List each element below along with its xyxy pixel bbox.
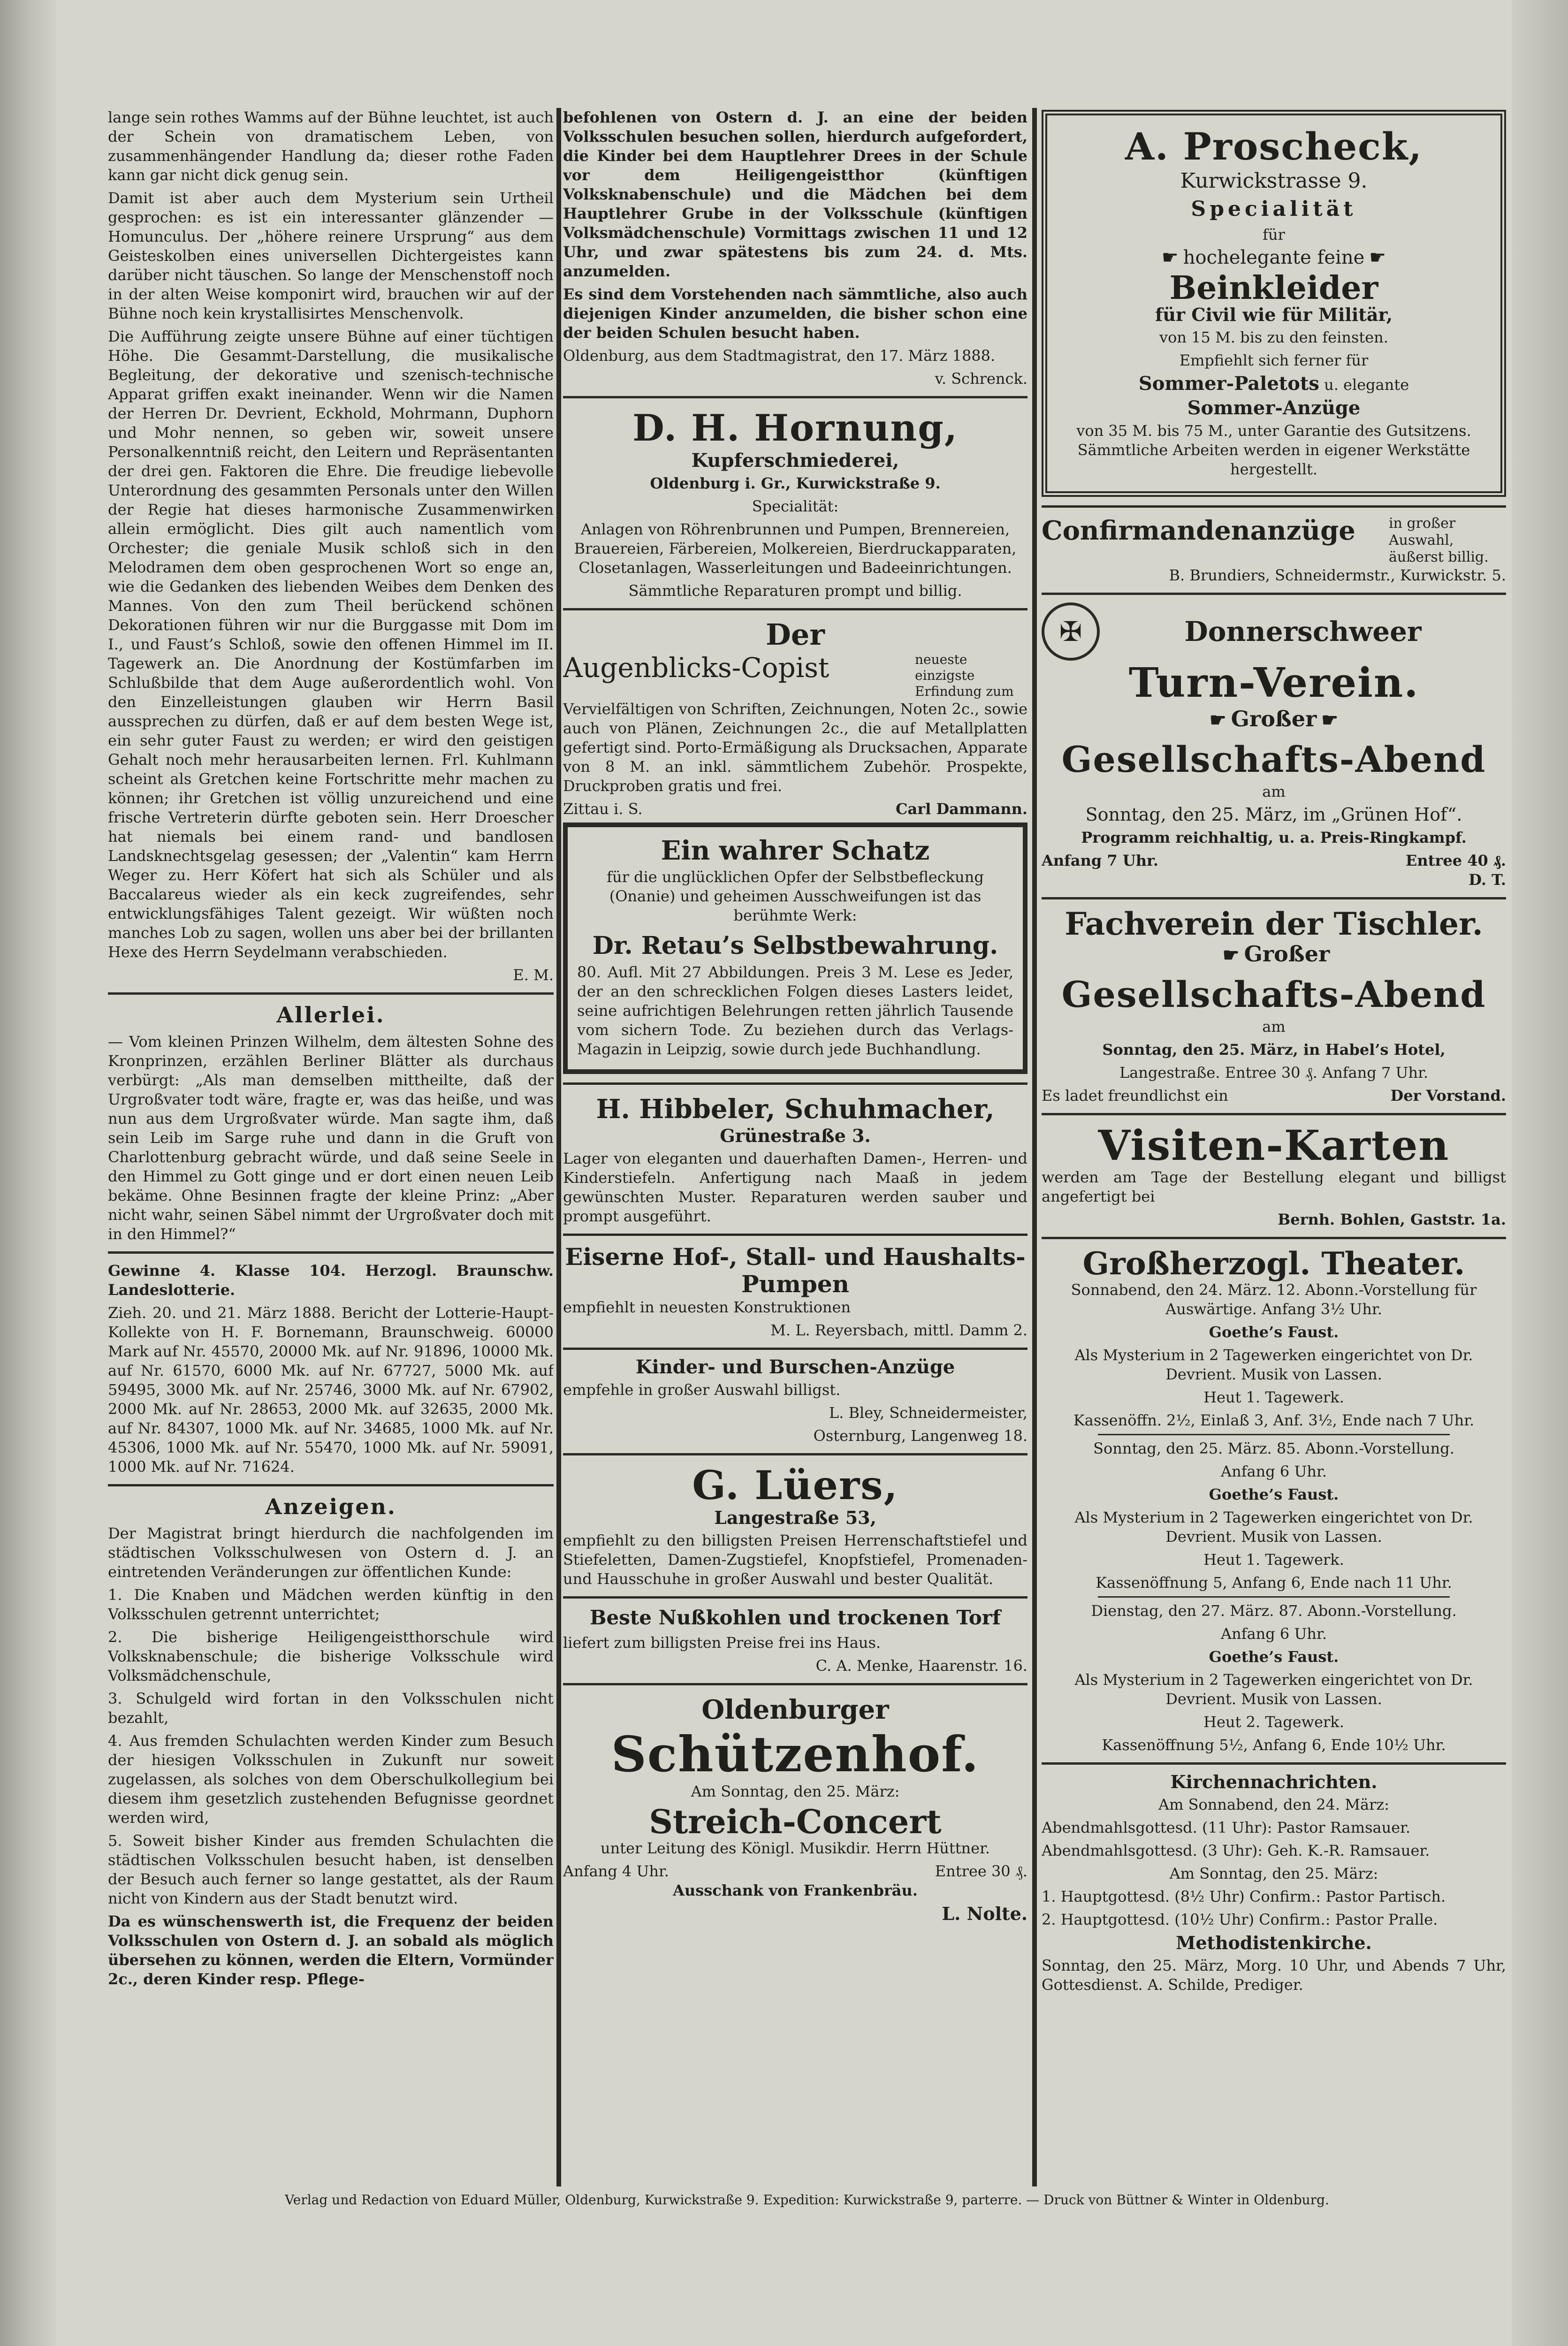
column-2 xyxy=(563,108,1028,2191)
theater-part: Heut 1. Tagewerk. xyxy=(1203,1388,1344,1406)
ad-text: Großer xyxy=(1231,706,1317,731)
church-line: Am Sonntag, den 25. März: xyxy=(1169,1865,1378,1882)
church-line: Abendmahlsgottesd. (11 Uhr): Pastor Ramsauer. xyxy=(1042,1819,1411,1836)
page-fold-shadow-right xyxy=(1512,0,1568,2346)
methodist-text: Sonntag, den 25. März, Morg. 10 Uhr, und Abends 7 Uhr, Gottesdienst. A. Schilde, Prediger. xyxy=(1042,1957,1506,1994)
ad-title: Turn-Verein. xyxy=(1128,659,1419,707)
ad-schatz-box xyxy=(563,823,1028,1074)
ad-text: Sämmtliche Reparaturen prompt und billig. xyxy=(628,582,962,600)
ad-title-prefix: Donnerschweer xyxy=(1184,616,1422,647)
ad-lueers xyxy=(563,1463,1028,1589)
ad-line xyxy=(1058,374,1489,395)
divider xyxy=(1042,593,1506,595)
theater-play: Goethe’s Faust. xyxy=(1209,1485,1339,1503)
ad-address: Oldenburg i. Gr., Kurwickstraße 9. xyxy=(650,474,941,492)
ad-title-prefix: Oldenburger xyxy=(701,1694,889,1725)
divider xyxy=(563,1082,1028,1085)
notice-paragraph: 2. Die bisherige Heiligengeistthorschule wird Volksknabenschule; die bisherige Volksschule wird Volksmädchenschule, xyxy=(108,1628,554,1684)
ad-date: Am Sonntag, den 25. März: xyxy=(691,1782,900,1800)
ad-entree: Entree 40 ₰. xyxy=(1406,852,1506,869)
ad-title: H. Hibbeler, Schuhmacher, xyxy=(596,1094,995,1125)
allerlei-heading: Allerlei. xyxy=(276,1002,385,1028)
ad-visitenkarten xyxy=(1042,1123,1506,1229)
divider xyxy=(563,1348,1028,1350)
ad-address: Langestraße 53, xyxy=(714,1507,876,1528)
ad-footer xyxy=(563,800,1028,819)
theater-text: Als Mysterium in 2 Tagewerken eingerichtet von Dr. Devrient. Musik von Lassen. xyxy=(1074,1508,1473,1546)
theater-date: Sonntag, den 25. März. 85. Abonn.-Vorstellung. xyxy=(1093,1440,1454,1457)
church-title: Kirchennachrichten. xyxy=(1170,1771,1378,1792)
ad-signature: Carl Dammann. xyxy=(896,800,1028,818)
ad-title: D. H. Hornung, xyxy=(632,407,958,449)
review-paragraph: Damit ist aber auch dem Mysterium sein Urtheil gesprochen: es ist ein interessanter glänzender — Homunculus. Der „höhere reinere Ursprung“ aus dem Geisteskolben eines universellen Dichtergeistes kann darüber nicht täuschen. So lange der Menschenstoff noch in der alten Weise komponirt wird, brauchen wir auf der Bühne noch kein krystallisirtes Menschenvolk. xyxy=(108,189,554,322)
ad-title-row xyxy=(1042,602,1506,661)
notice-paragraph: Oldenburg, aus dem Stadtmagistrat, den 17. März 1888. xyxy=(563,347,996,365)
ad-text: Großer xyxy=(1244,941,1330,967)
turnverein-emblem-icon: ✠ xyxy=(1042,602,1100,661)
allerlei-paragraph: — Vom kleinen Prinzen Wilhelm, dem ältesten Sohne des Kronprinzen, erzählen Berliner Blätter als durchaus verbürgt: „Als man demselben mittheilte, daß der Urgroßvater todt wäre, fragte er, was das heiße, und was nun aus dem Urgroßvater würde. Man sagte ihm, daß sein Leib im Sarge ruhe und dann in die Gruft von Charlottenburg gebracht würde, und daß seine Seele in den Himmel zu Gott ginge und er dort einen neuen Leib bekäme. Ohne Besinnen fragte der kleine Prinz: „Aber nicht wahr, seinen Säbel nimmt der Urgroßvater doch mit in den Himmel?“ xyxy=(108,1033,554,1243)
ad-title-prefix: Der xyxy=(766,617,825,652)
ad-signature: L. Nolte. xyxy=(942,1903,1028,1924)
ad-address: Kurwickstrasse 9. xyxy=(1180,169,1368,193)
ad-address: Osternburg, Langenweg 18. xyxy=(813,1427,1028,1445)
ad-kohlen xyxy=(563,1606,1028,1676)
ad-title: Augenblicks-Copist xyxy=(563,652,830,684)
ad-line xyxy=(1042,941,1506,968)
pointing-hand-icon: ☛ xyxy=(1209,709,1226,731)
theater-date: Dienstag, den 27. März. 87. Abonn.-Vorstellung. xyxy=(1091,1602,1457,1620)
divider xyxy=(108,992,554,995)
divider xyxy=(1042,1762,1506,1765)
ad-hibbeler xyxy=(563,1092,1028,1226)
ad-title: Ein wahrer Schatz xyxy=(661,835,930,866)
ad-text: für Civil wie für Militär, xyxy=(1155,304,1393,325)
ad-text: empfehle in großer Auswahl billigst. xyxy=(563,1381,841,1399)
divider xyxy=(1042,897,1506,899)
theater-time: Kassenöffn. 2½, Einlaß 3, Anf. 3½, Ende nach 7 Uhr. xyxy=(1073,1411,1475,1429)
ad-signature: Der Vorstand. xyxy=(1390,1087,1506,1104)
notice-paragraph: 1. Die Knaben und Mädchen werden künftig in den Volksschulen getrennt unterrichtet; xyxy=(108,1586,554,1623)
ad-event: Gesellschafts-Abend xyxy=(1061,739,1486,780)
ad-text: am xyxy=(1262,1018,1286,1036)
review-paragraph: Die Aufführung zeigte unsere Bühne auf einer tüchtigen Höhe. Die Gesammt-Darstellung, die musikalische Begleitung, der dekorative und szenisch-technische Apparat griffen exakt ineinander. Wenn wir die Namen der Herren Dr. Devrient, Eckhold, Mohrmann, Duphorn und Mohr nennen, so geben wir, soweit unsere Personalkenntniß reicht, den Leitern und Repräsentanten der drei gen. Faktoren die Ehre. Die freudige liebevolle Unterordnung des gesammten Personals unter den Willen der Regie hat dieses harmonische Zusammenwirken allein ermöglicht. Dies gilt auch namentlich vom Orchester; die geniale Musik schloß sich in den Melodramen dem oben gesprochenen Wort so enge an, wie die Gedanken des liebenden Weibes dem Denken des Mannes. Von den zum Theil berückend schönen Dekorationen führen wir nur die Burggasse mit Dom im I., und Faust’s Schloß, sowie den offenen Himmel im II. Tagewerk an. Die Anordnung der Kostümfarben im Schlußbilde that dem Auge außerordentlich wohl. Von den Einzelleistungen glauben wir Herrn Basil aussprechen zu dürfen, daß er auf dem besten Wege ist, ein sehr guter Faust zu werden; er wird den geistigen Gehalt noch mehr herausarbeiten lernen. Frl. Kuhlmann scheint als Gretchen keine Fortschritte mehr machen zu können; ihr Gretchen ist völlig unzureichend und eine frische Vertreterin dürfte geboten sein. Herr Droescher hat niemals bei einem rand- und bandlosen Landsknechtsgelag gesessen; der „Valentin“ kam Herrn Weger zu. Herr Köfert hat sich als Schüler und als Baccalareus wieder als ein keck zugreifendes, sehr entwicklungsfähiges Talent gezeigt. Wir wüßten noch manches Lob zu sagen, wollen uns aber bei der brillanten Hexe des Herrn Seydelmann verabschieden. xyxy=(108,328,554,961)
column-1 xyxy=(108,108,554,2191)
ad-title: Confirmandenanzüge xyxy=(1042,515,1355,546)
ad-text: Es ladet freundlichst ein xyxy=(1042,1087,1228,1104)
anzeigen-heading: Anzeigen. xyxy=(265,1494,396,1519)
theater-begin: Anfang 6 Uhr. xyxy=(1221,1462,1327,1480)
ad-text: u. elegante xyxy=(1324,376,1409,394)
theater-text: Als Mysterium in 2 Tagewerken eingerichtet von Dr. Devrient. Musik von Lassen. xyxy=(1074,1346,1473,1383)
ad-text: in großer Auswahl, äußerst billig. xyxy=(1389,515,1489,565)
ad-line xyxy=(1058,248,1489,267)
ad-address: Grünestraße 3. xyxy=(720,1125,871,1146)
ad-item: Sommer-Paletots xyxy=(1138,373,1319,395)
notice-signature: v. Schrenck. xyxy=(935,370,1028,388)
theater-time: Kassenöffnung 5½, Anfang 6, Ende 10½ Uhr. xyxy=(1102,1736,1446,1754)
divider xyxy=(563,1453,1028,1455)
ad-row xyxy=(1042,1086,1506,1105)
theater-play: Goethe’s Faust. xyxy=(1209,1648,1339,1666)
notice-paragraph: befohlenen von Ostern d. J. an eine der beiden Volksschulen besuchen sollen, hierdurch aufgefordert, die Kinder bei dem Hauptlehrer Drees in der Schule vor dem Heiligengeistthor (künftigen Volksknabenschule) und die Mädchen bei dem Hauptlehrer Grube in der Volksschule (künftigen Volksmädchenschule) Vormittags zwischen 11 und 12 Uhr, und zwar spätestens bis zum 24. d. Mts. anzumelden. xyxy=(563,108,1028,280)
ad-event: Gesellschafts-Abend xyxy=(1061,974,1486,1015)
divider xyxy=(1042,505,1506,508)
ad-signature: Bernh. Bohlen, Gaststr. 1a. xyxy=(1278,1211,1506,1228)
ad-text: Vervielfältigen von Schriften, Zeichnungen, Noten 2c., sowie auch von Plänen, Zeichnungen 2c., die auf Metallplatten gefertigt sind. Porto-Ermäßigung als Drucksachen, Apparate von 8 M. an inkl. sämmtlichem Zubehör. Prospekte, Druckproben gratis und frei. xyxy=(563,700,1028,795)
ad-tischler xyxy=(1042,907,1506,1105)
divider xyxy=(1098,1596,1450,1598)
ad-text: Lager von eleganten und dauerhaften Damen-, Herren- und Kinderstiefeln. Anfertigung nach Maaß in jedem gewünschten Muster. Reparaturen werden sauber und prompt ausgeführt. xyxy=(563,1150,1028,1225)
column-rule-1 xyxy=(556,108,561,2186)
divider xyxy=(108,1251,554,1254)
ad-item: Beinkleider xyxy=(1169,269,1378,307)
ad-schuetzenhof xyxy=(563,1693,1028,1923)
ad-text: liefert zum billigsten Preise frei ins Haus. xyxy=(563,1634,881,1652)
ad-title: Eiserne Hof-, Stall- und Haushalts-Pumpen xyxy=(565,1243,1026,1298)
theater-time: Kassenöffnung 5, Anfang 6, Ende nach 11 Uhr. xyxy=(1096,1574,1452,1592)
theater-part: Heut 1. Tagewerk. xyxy=(1203,1551,1344,1569)
ad-text: hochelegante feine xyxy=(1183,247,1365,268)
ad-begin: Anfang 7 Uhr. xyxy=(1042,852,1159,869)
church-line: 1. Hauptgottesd. (8½ Uhr) Confirm.: Pastor Partisch. xyxy=(1042,1888,1446,1905)
review-signature: E. M. xyxy=(513,966,554,984)
ad-text: empfiehlt zu den billigsten Preisen Herrenschaftstiefel und Stiefeletten, Damen-Zugstiefel, Knopfstiefel, Promenaden- und Hausschuhe in großer Auswahl und bester Qualität. xyxy=(563,1531,1028,1588)
ad-text: unter Leitung des Königl. Musikdir. Herrn Hüttner. xyxy=(600,1839,990,1857)
ad-book-title: Dr. Retau’s Selbstbewahrung. xyxy=(592,931,998,960)
ad-hornung xyxy=(563,406,1028,601)
divider xyxy=(563,1234,1028,1236)
ad-title: Großherzogl. Theater. xyxy=(1082,1245,1465,1282)
divider xyxy=(563,1683,1028,1685)
ad-title-row xyxy=(1042,515,1506,566)
ad-line xyxy=(1042,706,1506,733)
theater-text: Als Mysterium in 2 Tagewerken eingerichtet von Dr. Devrient. Musik von Lassen. xyxy=(1074,1671,1473,1708)
ad-city: Zittau i. S. xyxy=(563,800,643,818)
ad-text: Langestraße. Entree 30 ₰. Anfang 7 Uhr. xyxy=(1119,1064,1429,1082)
ad-text: 80. Aufl. Mit 27 Abbildungen. Preis 3 M. Lese es Jeder, der an den schrecklichen Folgen dieses Lasters leidet, seine aufrichtigen Belehrungen retten jährlich Tausende vom sichern Tode. Zu beziehen durch das Verlags-Magazin in Leipzig, sowie durch jede Buchhandlung. xyxy=(577,963,1013,1058)
imprint-footer: Verlag und Redaction von Eduard Müller, Oldenburg, Kurwickstraße 9. Expedition: Kurwickstraße 9, parterre. — Druck von Büttner & Winter in Oldenburg. xyxy=(285,2192,1329,2208)
pointing-hand-icon: ☛ xyxy=(1161,247,1179,268)
notice-paragraph: 4. Aus fremden Schulachten werden Kinder zum Besuch der hiesigen Volksschulen in Zukunft nur soweit zugelassen, als solches von dem Oberschulkollegium bei diesem ihm gesetzlich zustehenden Befugnisse geordnet werden wird, xyxy=(108,1732,554,1827)
methodist-title: Methodistenkirche. xyxy=(1176,1932,1372,1953)
ad-signature: D. T. xyxy=(1469,871,1506,889)
ad-price: von 15 M. bis zu den feinsten. xyxy=(1159,328,1388,346)
pointing-hand-icon: ☛ xyxy=(1369,247,1386,268)
ad-label: Specialität: xyxy=(752,497,839,515)
church-notices xyxy=(1042,1772,1506,1995)
ad-date: Sonntag, den 25. März, im „Grünen Hof“. xyxy=(1085,804,1462,825)
ad-text: Anlagen von Röhrenbrunnen und Pumpen, Brennereien, Brauereien, Färbereien, Molkereien, Bierdruckapparaten, Closetanlagen, Wasserleitungen und Badeeinrichtungen. xyxy=(574,520,1017,577)
church-line: Am Sonnabend, den 24. März: xyxy=(1158,1796,1389,1813)
notice-paragraph: Es sind dem Vorstehenden nach sämmtliche, also auch diejenigen Kinder anzumelden, die bisher schon eine der beiden Schulen besucht haben. xyxy=(563,285,1028,342)
ad-text: Empfiehlt sich ferner für xyxy=(1179,351,1369,369)
theater-date: Sonnabend, den 24. März. 12. Abonn.-Vorstellung für Auswärtige. Anfang 3½ Uhr. xyxy=(1071,1281,1477,1318)
ad-text: empfiehlt in neuesten Konstruktionen xyxy=(563,1298,851,1316)
ad-signature: C. A. Menke, Haarenstr. 16. xyxy=(815,1657,1028,1675)
lottery-heading: Gewinne 4. Klasse 104. Herzogl. Braunschw. Landeslotterie. xyxy=(108,1262,554,1299)
pointing-hand-icon: ☛ xyxy=(1222,944,1240,966)
page-fold-shadow-left xyxy=(0,0,56,2346)
divider xyxy=(108,1484,554,1486)
notice-paragraph: Der Magistrat bringt hierdurch die nachfolgenden im städtischen Volksschulwesen von Ostern d. J. an eintretenden Veränderungen zur öffentlichen Kunde: xyxy=(108,1524,554,1581)
ad-title: Kinder- und Burschen-Anzüge xyxy=(635,1356,955,1378)
ad-pumpen xyxy=(563,1243,1028,1340)
ad-row xyxy=(563,1862,1028,1881)
theater-part: Heut 2. Tagewerk. xyxy=(1203,1713,1344,1731)
ad-text: für die unglücklichen Opfer der Selbstbefleckung (Onanie) und geheimen Ausschweifungen ist das berühmte Werk: xyxy=(607,868,984,924)
notice-paragraph: 3. Schulgeld wird fortan in den Volksschulen nicht bezahlt, xyxy=(108,1690,554,1727)
ad-title: G. Lüers, xyxy=(692,1462,898,1508)
ad-text: Programm reichhaltig, u. a. Preis-Ringkampf. xyxy=(1081,829,1467,846)
divider xyxy=(563,1596,1028,1599)
theater-play: Goethe’s Faust. xyxy=(1209,1323,1339,1341)
ad-item: Sommer-Anzüge xyxy=(1187,397,1361,419)
ad-row xyxy=(1042,851,1506,870)
ad-event: Streich-Concert xyxy=(649,1802,942,1841)
ad-title: Fachverein der Tischler. xyxy=(1065,906,1483,942)
ad-text: Ausschank von Frankenbräu. xyxy=(673,1881,918,1899)
ad-text: werden am Tage der Bestellung elegant und billigst angefertigt bei xyxy=(1042,1168,1506,1205)
ad-text: für xyxy=(1263,226,1285,244)
notice-paragraph: 5. Soweit bisher Kinder aus fremden Schulachten die städtischen Volksschulen besucht haben, ist denselben der Besuch auch ferner so lange gestattet, als der Raum nicht von Kindern aus der Stadt benutzt wird. xyxy=(108,1832,554,1907)
ad-title: A. Proscheck, xyxy=(1125,124,1423,168)
divider xyxy=(1098,1434,1450,1435)
ad-signature: M. L. Reyersbach, mittl. Damm 2. xyxy=(770,1321,1028,1339)
ad-date: Sonntag, den 25. März, in Habel’s Hotel, xyxy=(1102,1041,1446,1059)
ad-copist xyxy=(563,618,1028,819)
column-rule-2 xyxy=(1032,108,1037,2186)
church-line: Abendmahlsgottesd. (3 Uhr): Geh. K.-R. Ramsauer. xyxy=(1042,1842,1430,1859)
ad-label: Specialität xyxy=(1191,197,1357,221)
divider xyxy=(563,608,1028,610)
ad-text: von 35 M. bis 75 M., unter Garantie des Gutsitzens. Sämmtliche Arbeiten werden in eigener Werkstätte hergestellt. xyxy=(1076,422,1471,478)
pointing-hand-icon: ☛ xyxy=(1321,709,1339,731)
ad-turnverein xyxy=(1042,602,1506,890)
divider xyxy=(1042,1237,1506,1239)
ad-title: Beste Nußkohlen und trockenen Torf xyxy=(590,1606,1001,1629)
ad-signature: L. Bley, Schneidermeister, xyxy=(829,1404,1028,1422)
ad-title-row xyxy=(563,652,1028,700)
ad-title: Visiten-Karten xyxy=(1098,1121,1450,1170)
ad-entree: Entree 30 ₰. xyxy=(935,1862,1028,1880)
ad-proscheck-box xyxy=(1042,110,1506,497)
notice-paragraph: Da es wünschenswerth ist, die Frequenz der beiden Volksschulen von Ostern d. J. an sobald als möglich übersehen zu können, werden die Eltern, Vormünder 2c., deren Kinder resp. Pflege- xyxy=(108,1912,554,1988)
ad-theater xyxy=(1042,1247,1506,1755)
divider xyxy=(563,396,1028,398)
ad-begin: Anfang 4 Uhr. xyxy=(563,1862,669,1880)
ad-anzuege xyxy=(563,1357,1028,1446)
column-3 xyxy=(1042,108,1506,2191)
ad-confirmanden xyxy=(1042,515,1506,585)
ad-subtitle: Kupferschmiederei, xyxy=(691,449,899,472)
review-paragraph: lange sein rothes Wamms auf der Bühne leuchtet, ist auch der Schein von dramatischem Leben, von zusammenhängender Handlung da; dieser rothe Faden kann gar nicht dick genug sein. xyxy=(108,108,554,184)
ad-text: am xyxy=(1262,783,1286,800)
ad-signature: B. Brundiers, Schneidermstr., Kurwickstr. 5. xyxy=(1169,566,1506,584)
church-line: 2. Hauptgottesd. (10½ Uhr) Confirm.: Pastor Pralle. xyxy=(1042,1911,1438,1928)
lottery-paragraph: Zieh. 20. und 21. März 1888. Bericht der Lotterie-Haupt-Kollekte von H. F. Bornemann, Braunschweig. 60000 Mark auf Nr. 45570, 20000 Mk. auf Nr. 91896, 10000 Mk. auf Nr. 61570, 6000 Mk. auf Nr. 67727, 5000 Mk. auf 59495, 3000 Mk. auf Nr. 25746, 3000 Mk. auf Nr. 67902, 2000 Mk. auf Nr. 28653, 2000 Mk. auf 32635, 2000 Mk. auf Nr. 84307, 1000 Mk. auf Nr. 34685, 1000 Mk. auf Nr. 45306, 1000 Mk. auf Nr. 55470, 1000 Mk. auf Nr. 59091, 1000 Mk. auf Nr. 71624. xyxy=(108,1304,554,1476)
ad-tagline: neueste einzigste Erfindung zum xyxy=(915,652,1014,699)
theater-begin: Anfang 6 Uhr. xyxy=(1221,1625,1327,1643)
divider xyxy=(1042,1113,1506,1115)
ad-title: Schützenhof. xyxy=(611,1725,980,1783)
